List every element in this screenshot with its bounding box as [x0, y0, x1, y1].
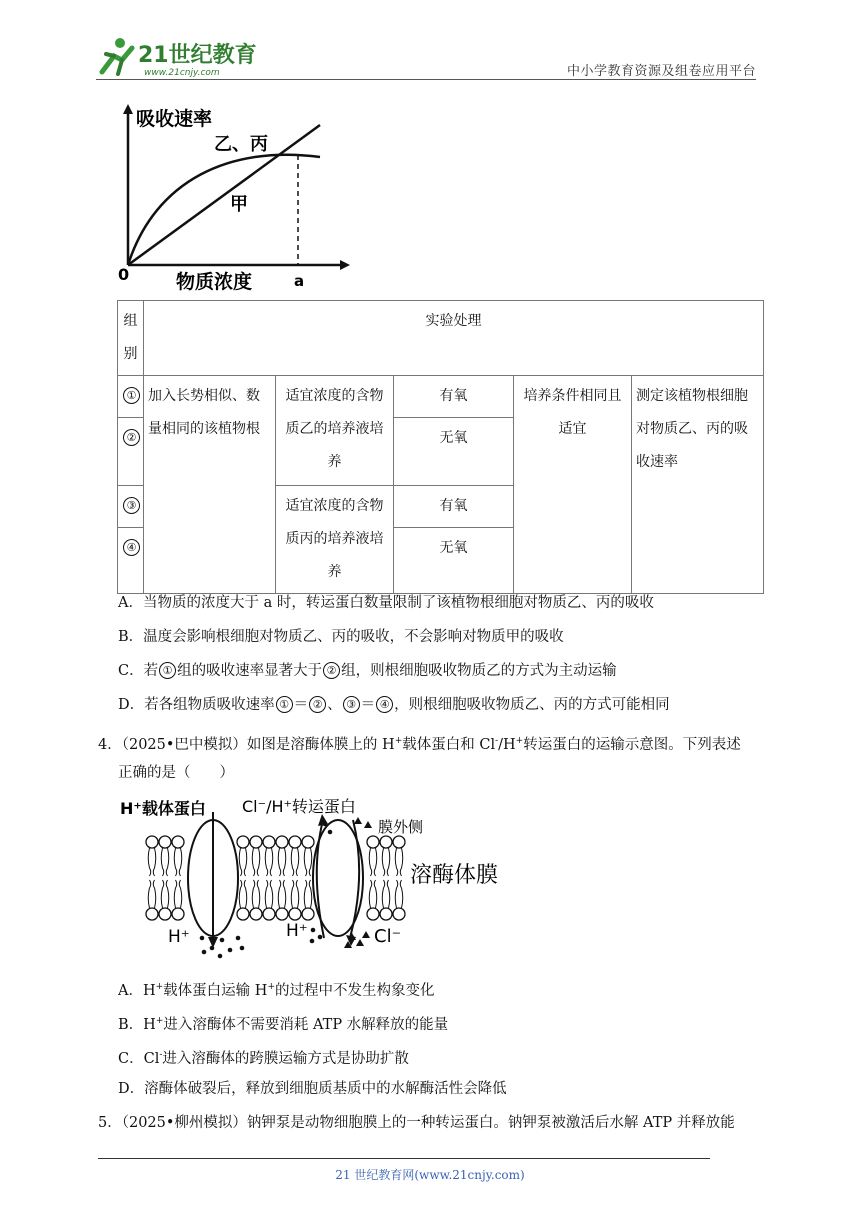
lipid-tail — [153, 880, 156, 908]
oxygen-cell: 有氧 — [394, 486, 514, 528]
lipid-tail — [166, 880, 169, 908]
lipid-tail — [387, 880, 390, 908]
lipid-tail — [283, 848, 286, 876]
cl-transporter-label: Cl⁻/H⁺转运蛋白 — [242, 797, 356, 816]
q4-option-d: D．溶酶体破裂后，释放到细胞质基质中的水解酶活性会降低 — [118, 1081, 507, 1097]
lipid-head — [302, 836, 314, 848]
lipid-tail — [309, 880, 312, 908]
lipid-tail — [257, 848, 260, 876]
experiment-table — [117, 300, 764, 594]
lipid-tail — [244, 848, 247, 876]
a-label: a — [294, 272, 305, 290]
oxygen-cell: 无氧 — [394, 528, 514, 594]
medium-yi-cell: 适宜浓度的含物质乙的培养液培养 — [276, 376, 394, 486]
absorption-graph — [110, 100, 360, 298]
measure-cell: 测定该植物根细胞对物质乙、丙的吸收速率 — [632, 376, 764, 594]
q3-option-b: B．温度会影响根细胞对物质乙、丙的吸收，不会影响对物质甲的吸收 — [118, 629, 564, 645]
conditions-cell: 培养条件相同且适宜 — [514, 376, 632, 594]
platform-name: 中小学教育资源及组卷应用平台 — [566, 64, 756, 79]
lipid-head — [393, 908, 405, 920]
lipid-tail — [395, 880, 398, 908]
lipid-head — [302, 908, 314, 920]
lipid-tail — [400, 880, 403, 908]
svg-text:21世纪教育: 21世纪教育 — [138, 43, 257, 68]
lipid-tail — [239, 880, 242, 908]
q4-option-a: A．H+载体蛋白运输 H+的过程中不发生构象变化 — [118, 982, 435, 999]
lipid-tail — [291, 880, 294, 908]
medium-bing-cell: 适宜浓度的含物质丙的培养液培养 — [276, 486, 394, 594]
origin-label: 0 — [118, 265, 130, 284]
lipid-tail — [374, 848, 377, 876]
lipid-head — [380, 908, 392, 920]
lipid-tail — [252, 880, 255, 908]
footer-text: 21 世纪教育网(www.21cnjy.com) — [335, 1168, 525, 1182]
q3-option-a: A．当物质的浓度大于 a 时，转运蛋白数量限制了该植物根细胞对物质乙、丙的吸收 — [118, 595, 654, 611]
phospholipid-bilayer — [146, 836, 405, 920]
curve-label: 乙、丙 — [214, 134, 268, 155]
lipid-tail — [148, 880, 151, 908]
row-label: ② — [118, 418, 144, 486]
q5-stem: 5．（2025•柳州模拟）钠钾泵是动物细胞膜上的一种转运蛋白。钠钾泵被激活后水解 ATP 并释放能 — [98, 1115, 735, 1131]
lipid-head — [276, 908, 288, 920]
y-arrow — [123, 104, 133, 114]
membrane-label: 溶酶体膜 — [410, 863, 499, 888]
lipid-tail — [304, 880, 307, 908]
group-header: 组别 — [118, 301, 144, 376]
lipid-tail — [244, 880, 247, 908]
q3-option-c: C．若 ① 组的吸收速率显著大于 ② 组，则根细胞吸收物质乙的方式为主动运输 — [118, 663, 617, 679]
lipid-head — [380, 836, 392, 848]
lipid-tail — [369, 848, 372, 876]
row-label: ④ — [118, 528, 144, 594]
treatment-header: 实验处理 — [144, 301, 764, 376]
h-carrier-label: H⁺载体蛋白 — [120, 799, 206, 818]
lipid-tail — [278, 848, 281, 876]
lipid-tail — [265, 848, 268, 876]
runner-icon — [102, 38, 132, 74]
lipid-tail — [148, 848, 151, 876]
lipid-head — [146, 908, 158, 920]
lipid-tail — [239, 848, 242, 876]
lipid-tail — [400, 848, 403, 876]
lipid-tail — [382, 848, 385, 876]
lipid-head — [237, 908, 249, 920]
footer-divider — [98, 1158, 710, 1159]
lipid-head — [393, 836, 405, 848]
outside-label: 膜外侧 — [378, 818, 424, 836]
x-arrow — [340, 260, 350, 270]
lipid-head — [367, 908, 379, 920]
lipid-head — [367, 836, 379, 848]
cl-ion-label: Cl⁻ — [374, 926, 402, 947]
lipid-tail — [374, 880, 377, 908]
lipid-tail — [252, 848, 255, 876]
lysosome-membrane-figure — [118, 790, 504, 960]
curve-yi-bing — [128, 155, 320, 265]
lipid-tail — [270, 880, 273, 908]
row-label: ③ — [118, 486, 144, 528]
lipid-tail — [296, 880, 299, 908]
q3-option-d: D．若各组物质吸收速率 ① ＝ ② 、 ③ ＝ ④ ，则根细胞吸收物质乙、丙的方式可能相同 — [118, 697, 670, 713]
lipid-head — [250, 908, 262, 920]
lipid-tail — [283, 880, 286, 908]
lipid-head — [263, 908, 275, 920]
row-label: ① — [118, 376, 144, 418]
lipid-tail — [174, 848, 177, 876]
header-divider — [96, 79, 756, 80]
y-axis-label: 吸收速率 — [136, 108, 213, 130]
lipid-tail — [257, 880, 260, 908]
lipid-tail — [161, 848, 164, 876]
x-axis-label: 物质浓度 — [176, 271, 253, 293]
lipid-head — [276, 836, 288, 848]
lipid-head — [159, 908, 171, 920]
q4-option-b: B．H+进入溶酶体不需要消耗 ATP 水解释放的能量 — [118, 1016, 449, 1033]
lipid-tail — [278, 880, 281, 908]
q4-option-c: C．Cl-进入溶酶体的跨膜运输方式是协助扩散 — [118, 1050, 409, 1067]
lipid-tail — [382, 880, 385, 908]
h-ion-label: H⁺ — [168, 927, 190, 947]
plant-roots-cell: 加入长势相似、数量相同的该植物根 — [144, 376, 276, 594]
lipid-head — [172, 836, 184, 848]
lipid-tail — [265, 880, 268, 908]
lipid-tail — [153, 848, 156, 876]
lipid-head — [159, 836, 171, 848]
q4-stem-line2: 正确的是（ ） — [118, 765, 234, 781]
lipid-tail — [395, 848, 398, 876]
lipid-head — [289, 908, 301, 920]
lipid-tail — [179, 848, 182, 876]
lipid-tail — [179, 880, 182, 908]
lipid-head — [263, 836, 275, 848]
lipid-tail — [270, 848, 273, 876]
lipid-head — [250, 836, 262, 848]
lipid-tail — [174, 880, 177, 908]
lipid-head — [146, 836, 158, 848]
svg-text:www.21cnjy.com: www.21cnjy.com — [144, 68, 220, 78]
lipid-tail — [387, 848, 390, 876]
lipid-tail — [309, 848, 312, 876]
line-label: 甲 — [230, 194, 248, 215]
lipid-tail — [291, 848, 294, 876]
h-ion-label-2: H⁺ — [286, 921, 308, 941]
lipid-head — [237, 836, 249, 848]
lipid-tail — [369, 880, 372, 908]
site-logo — [92, 34, 262, 80]
lipid-head — [289, 836, 301, 848]
lipid-tail — [304, 848, 307, 876]
lipid-head — [172, 908, 184, 920]
oxygen-cell: 无氧 — [394, 418, 514, 486]
oxygen-cell: 有氧 — [394, 376, 514, 418]
lipid-tail — [166, 848, 169, 876]
lipid-tail — [161, 880, 164, 908]
lipid-tail — [296, 848, 299, 876]
q4-stem-line1: 4．（2025•巴中模拟）如图是溶酶体膜上的 H+载体蛋白和 Cl-/H+转运蛋白的运输示意图。下列表述 — [98, 736, 741, 753]
